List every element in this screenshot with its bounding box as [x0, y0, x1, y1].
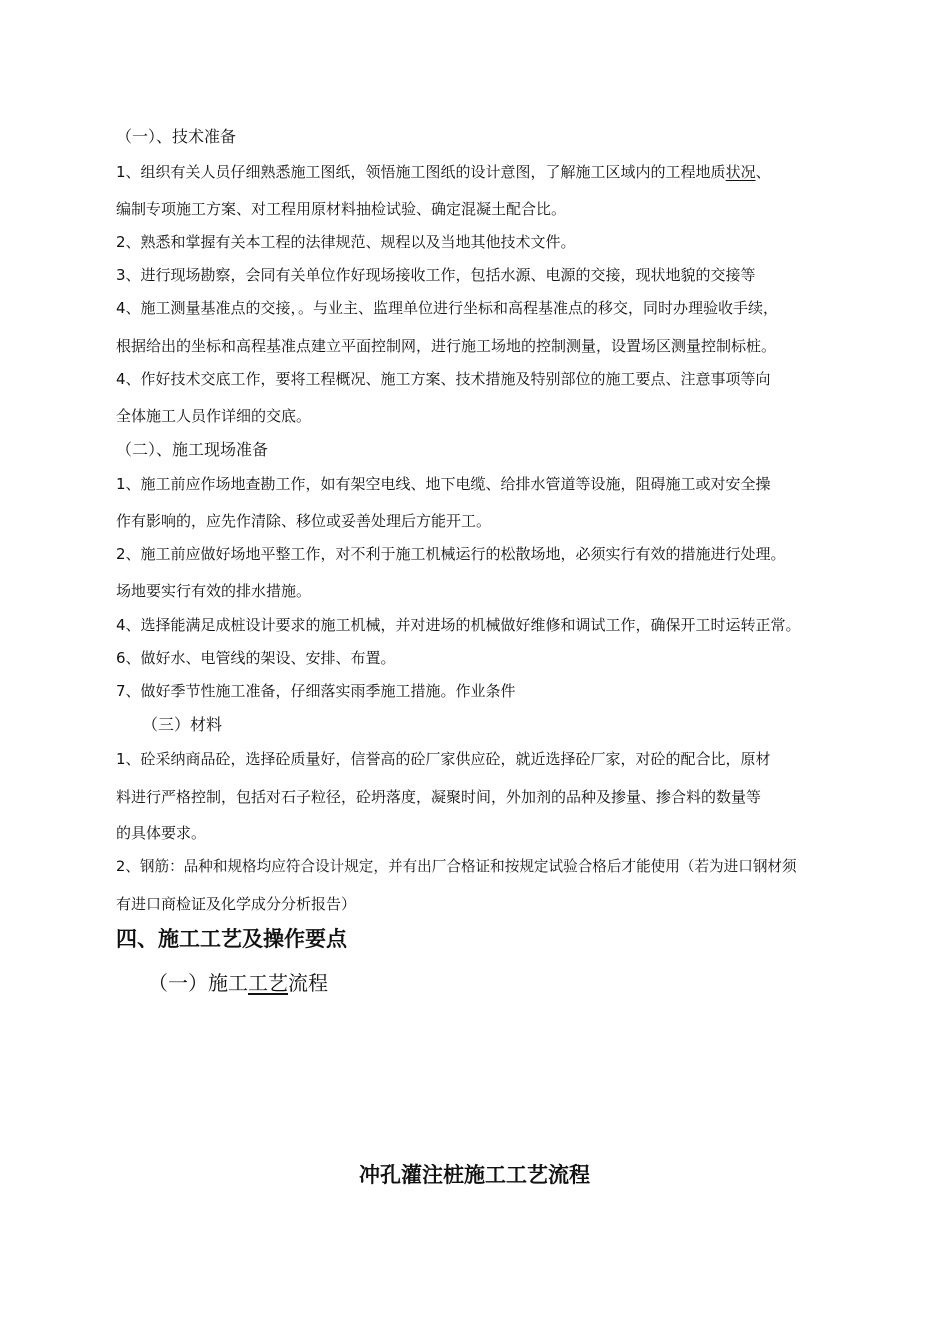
paragraph-line: 4、选择能满足成桩设计要求的施工机械，并对进场的机械做好维修和调试工作，确保开工时运转正常。 [116, 616, 801, 634]
section-heading-site-prep: （二）、施工现场准备 [116, 440, 269, 459]
paragraph-line: 6、做好水、电管线的架设、安排、布置。 [116, 649, 396, 667]
paragraph-line: 2、施工前应做好场地平整工作，对不利于施工机械运行的松散场地，必须实行有效的措施进行处理。 [116, 545, 786, 563]
paragraph-line: 有进口商检证及化学成分分析报告） [116, 895, 357, 913]
subsection-heading-flow [148, 970, 328, 996]
underlined-text: 状况 [725, 163, 756, 181]
paragraph-line: 7、做好季节性施工准备，仔细落实雨季施工措施。作业条件 [116, 682, 516, 700]
paragraph-line: 3、进行现场勘察，会同有关单位作好现场接收工作，包括水源、电源的交接，现状地貌的交接等 [116, 266, 756, 284]
paragraph-line: 场地要实行有效的排水措施。 [116, 582, 312, 600]
paragraph-line: 2、钢筋：品种和规格均应符合设计规定，并有出厂合格证和按规定试验合格后才能使用（若为进口钢材须 [116, 858, 797, 875]
paragraph-line: 根据给出的坐标和高程基准点建立平面控制网，进行施工场地的控制测量，设置场区测量控制标桩。 [116, 337, 777, 355]
paragraph-line: 2、熟悉和掌握有关本工程的法律规范、规程以及当地其他技术文件。 [116, 233, 576, 251]
paragraph-line: 全体施工人员作详细的交底。 [116, 407, 312, 425]
text-span: （一）施工 [148, 971, 248, 995]
paragraph-line: 4、施工测量基准点的交接，。与业主、监理单位进行坐标和高程基准点的移交，同时办理验收手续， [116, 299, 779, 317]
flow-chart-title: 冲孔灌注桩施工工艺流程 [359, 1163, 590, 1187]
paragraph-line: 的具体要求。 [116, 824, 207, 842]
underlined-text: 工艺 [248, 971, 288, 995]
section-heading-technical-prep: （一）、技术准备 [116, 127, 237, 146]
section-heading-materials: （三）材料 [142, 715, 223, 734]
paragraph-line: 1、施工前应作场地查勘工作，如有架空电线、地下电缆、给排水管道等设施，阻碍施工或对安全操 [116, 475, 771, 493]
section-heading-process: 四、施工工艺及操作要点 [116, 927, 347, 951]
paragraph-line [116, 162, 771, 182]
paragraph-line: 1、砼采纳商品砼，选择砼质量好，信誉高的砼厂家供应砼，就近选择砼厂家，对砼的配合比，原材 [116, 750, 771, 768]
text-span: 1、组织有关人员仔细熟悉施工图纸，领悟施工图纸的设计意图，了解施工区域内的工程地质 [116, 163, 726, 181]
paragraph-line: 4、作好技术交底工作，要将工程概况、施工方案、技术措施及特别部位的施工要点、注意事项等向 [116, 370, 771, 388]
paragraph-line: 料进行严格控制，包括对石子粒径，砼坍落度，凝聚时间，外加剂的品种及掺量、掺合料的数量等 [116, 788, 762, 806]
paragraph-line: 作有影响的，应先作清除、移位或妥善处理后方能开工。 [116, 512, 492, 530]
paragraph-line: 编制专项施工方案、对工程用原材料抽检试验、确定混凝土配合比。 [116, 200, 567, 218]
text-span: 、 [755, 163, 771, 181]
text-span: 流程 [288, 971, 328, 995]
